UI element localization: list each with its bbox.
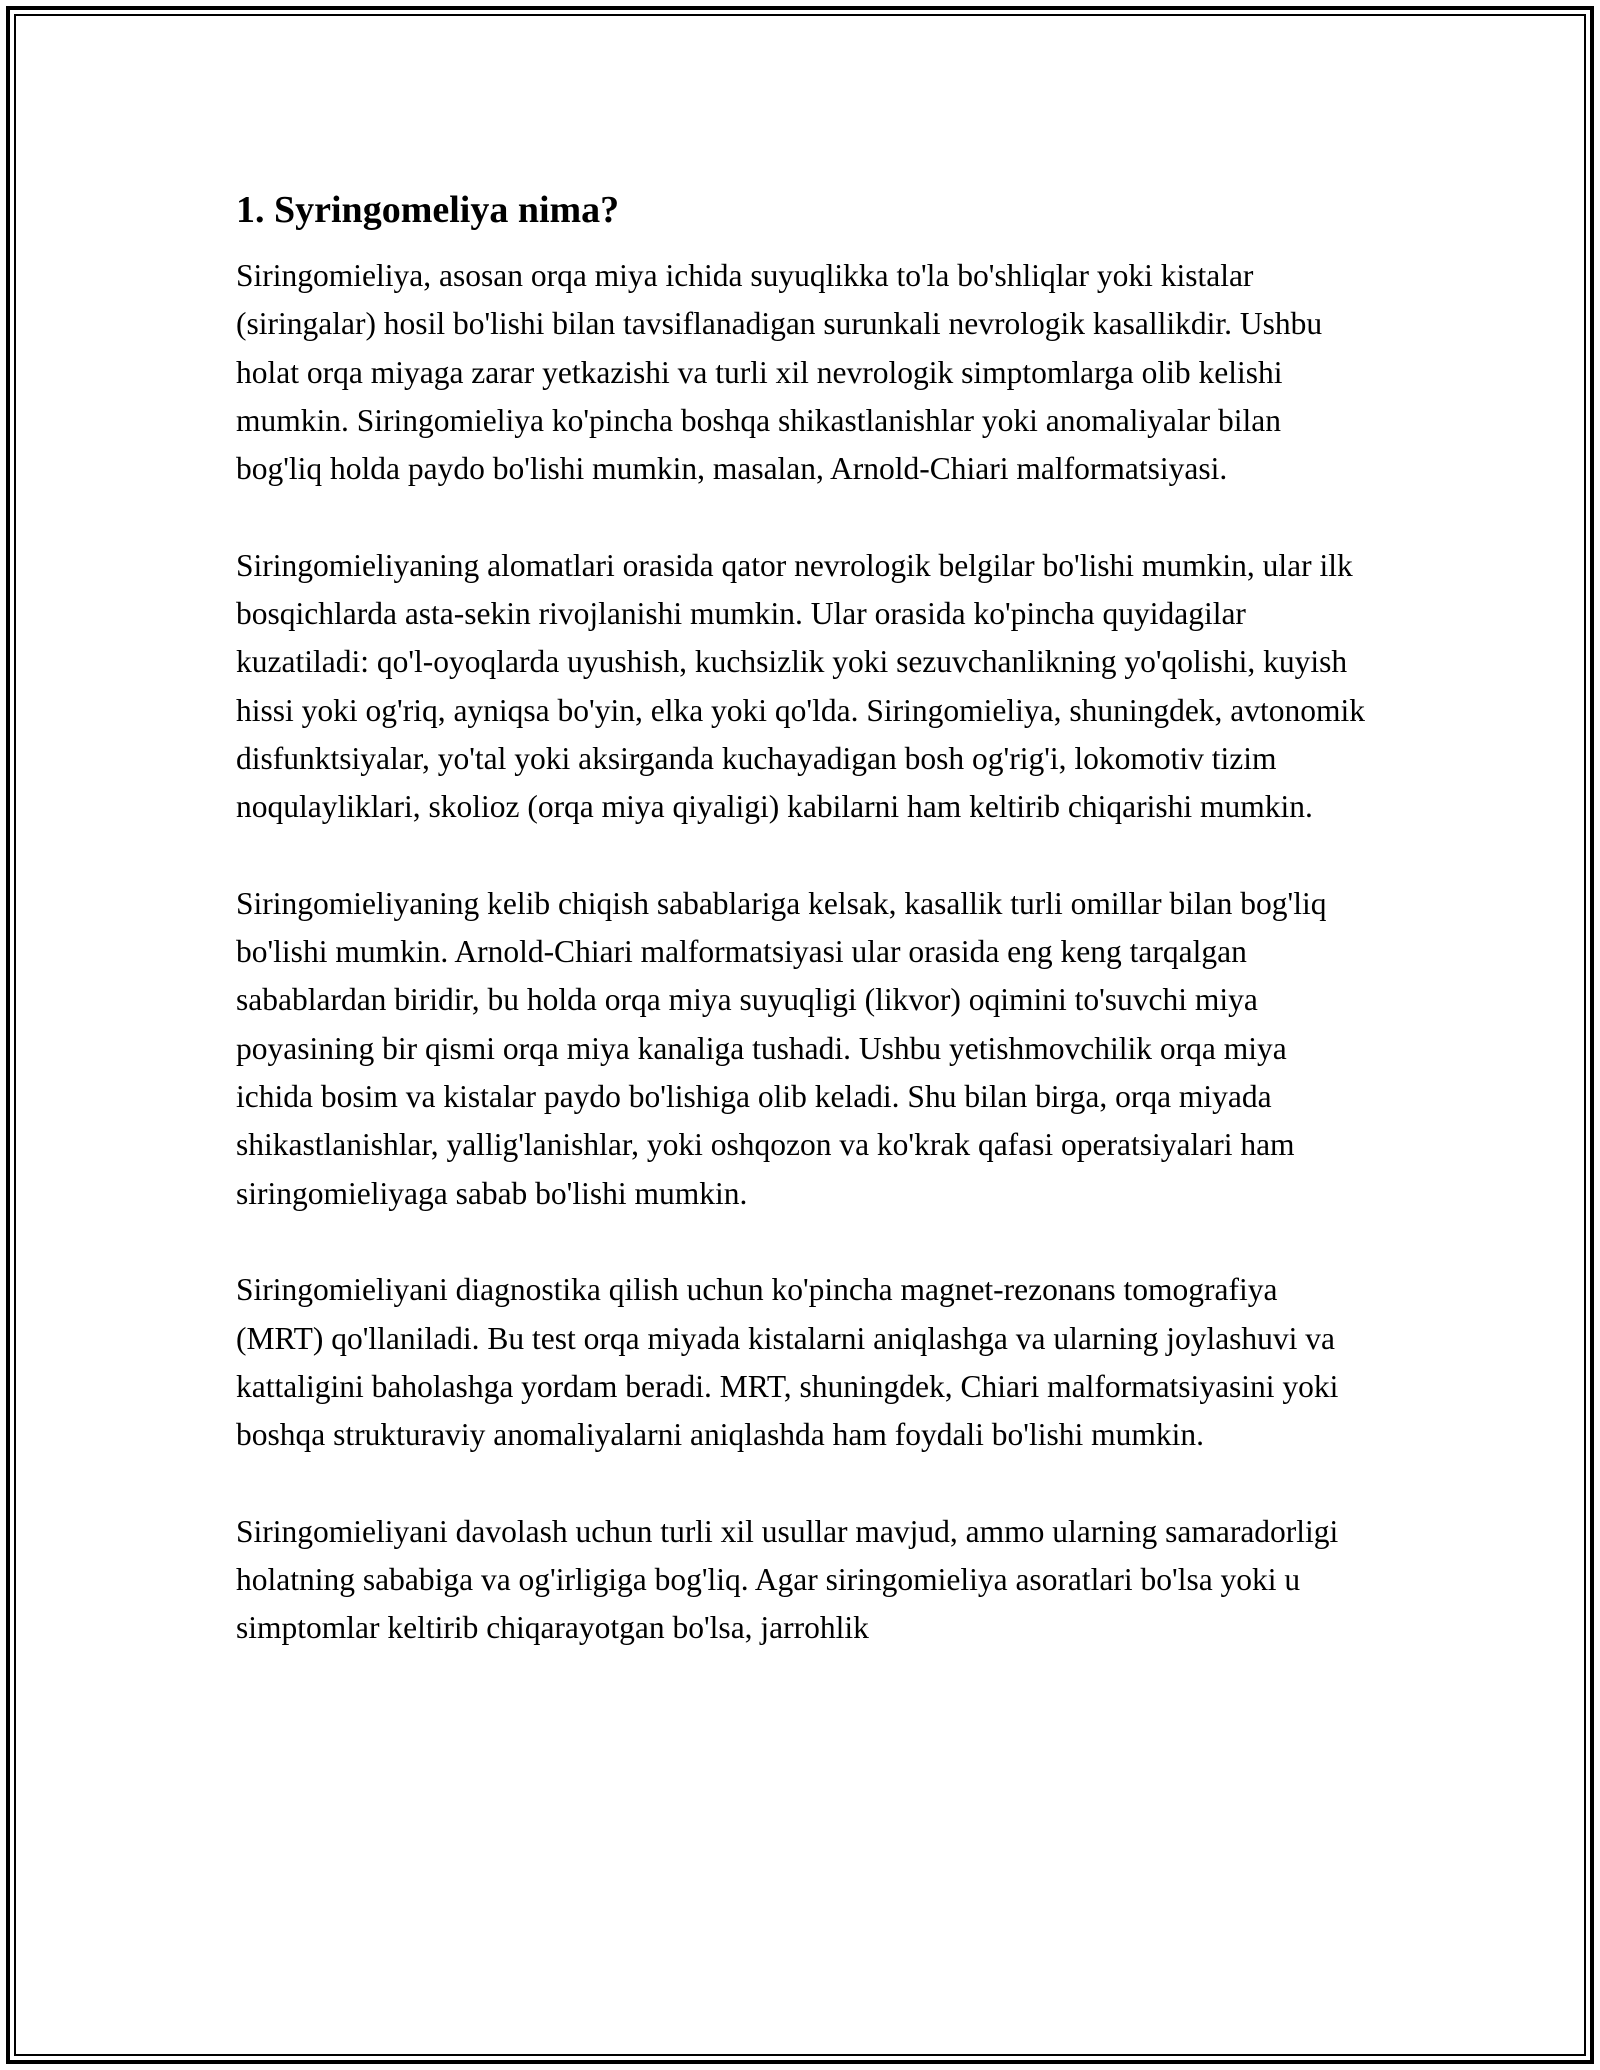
document-body <box>236 186 1366 1653</box>
section-heading: 1. Syringomeliya nima? <box>236 189 620 231</box>
paragraph-symptoms: Siringomieliyaning alomatlari orasida qator nevrologik belgilar bo'lishi mumkin, ular ilk bosqichlarda asta-sekin rivojlanishi mumkin. Ular orasida ko'pincha quyidagilar kuzatiladi: qo'l-oyoqlarda uyushish, kuchsizlik yoki sezuvchanlikning yo'qolishi, kuyish hissi yoki og'riq, ayniqsa bo'yin, elka yoki qo'lda. Siringomieliya, shuningdek, avtonomik disfunktsiyalar, yo'tal yoki aksirganda kuchayadigan bosh og'rig'i, lokomotiv tizim noqulayliklari, skolioz (orqa miya qiyaligi) kabilarni ham keltirib chiqarishi mumkin. <box>236 547 1366 825</box>
paragraph-treatment: Siringomieliyani davolash uchun turli xil usullar mavjud, ammo ularning samaradorligi holatning sababiga va og'irligiga bog'liq. Agar siringomieliya asoratlari bo'lsa yoki u simptomlar keltirib chiqarayotgan bo'lsa, jarrohlik <box>236 1513 1339 1646</box>
paragraph-diagnosis: Siringomieliyani diagnostika qilish uchun ko'pincha magnet-rezonans tomografiya (MRT) qo'llaniladi. Bu test orqa miyada kistalarni aniqlashga va ularning joylashuvi va kattaligini baholashga yordam beradi. MRT, shuningdek, Chiari malformatsiyasini yoki boshqa strukturaviy anomaliyalarni aniqlashda ham foydali bo'lishi mumkin. <box>236 1272 1339 1453</box>
paragraph-definition: Siringomieliya, asosan orqa miya ichida suyuqlikka to'la bo'shliqlar yoki kistalar (siringalar) hosil bo'lishi bilan tavsiflanadigan surunkali nevrologik kasallikdir. Ushbu holat orqa miyaga zarar yetkazishi va turli xil nevrologik simptomlarga olib kelishi mumkin. Siringomieliya ko'pincha boshqa shikastlanishlar yoki anomaliyalar bilan bog'liq holda paydo bo'lishi mumkin, masalan, Arnold-Chiari malformatsiyasi. <box>236 258 1323 487</box>
paragraph-causes: Siringomieliyaning kelib chiqish sabablariga kelsak, kasallik turli omillar bilan bog'liq bo'lishi mumkin. Arnold-Chiari malformatsiyasi ular orasida eng keng tarqalgan sabablardan biridir, bu holda orqa miya suyuqligi (likvor) oqimini to'suvchi miya poyasining bir qismi orqa miya kanaliga tushadi. Ushbu yetishmovchilik orqa miya ichida bosim va kistalar paydo bo'lishiga olib keladi. Shu bilan birga, orqa miyada shikastlanishlar, yallig'lanishlar, yoki oshqozon va ko'krak qafasi operatsiyalari ham siringomieliyaga sabab bo'lishi mumkin. <box>236 885 1327 1211</box>
